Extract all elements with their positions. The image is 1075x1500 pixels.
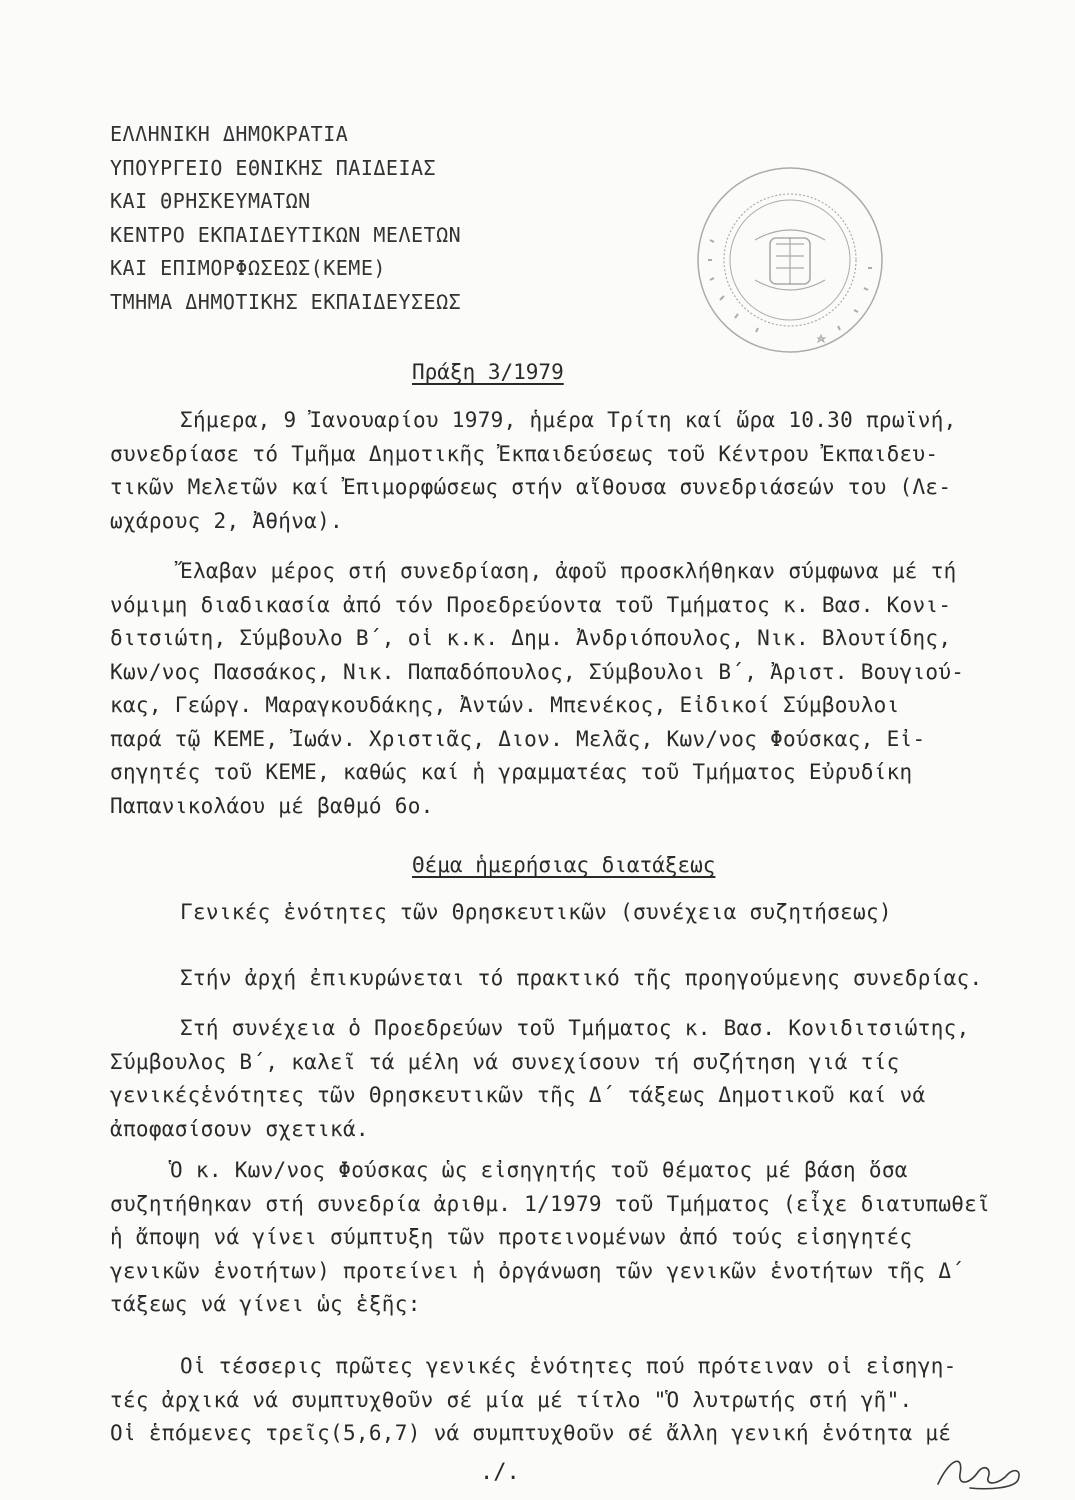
official-seal-icon [690,160,890,360]
text-line: συνεδρίασε τό Τμῆμα Δημοτικῆς Ἐκπαιδεύσεως τοῦ Κέντρου Ἐκπαιδευ- [110,441,939,466]
text-line: τικῶν Μελετῶν καί Ἐπιμορφώσεως στήν αἴθουσα συνεδριάσεών του (Λε- [110,475,952,499]
text-line: διτσιώτη, Σύμβουλο Β΄, οἱ κ.κ. Δημ. Ἀνδριόπουλος, Νικ. Βλουτίδης, [110,626,952,650]
letterhead-line: ΚΑΙ ΘΡΗΣΚΕΥΜΑΤΩΝ [110,189,311,214]
text-line: κας, Γεώργ. Μαραγκουδάκης, Ἀντών. Μπενέκος, Εἰδικοί Σύμβουλοι [110,693,900,717]
signature-icon [930,1448,1030,1493]
proposal-paragraph [110,1350,1050,1451]
text-line: τές ἀρχικά νά συμπτυχθοῦν σέ μία μέ τίτλο "Ὁ λυτρωτής στή γῆ". [110,1387,913,1412]
act-title: Πράξη 3/1979 [412,360,564,384]
text-line: συζητήθηκαν στή συνεδρία ἀριθμ. 1/1979 τοῦ Τμήματος (εἶχε διατυπωθεῖ [110,1191,991,1216]
letterhead [110,118,461,320]
text-line: γενικέςἑνότητες τῶν Θρησκευτικῶν τῆς Δ΄ τάξεως Δημοτικοῦ καί νά [110,1083,926,1107]
attendees-paragraph [110,555,1050,823]
text-line: Σύμβουλος Β΄, καλεῖ τά μέλη νά συνεχίσουν τή συζήτηση γιά τίς [110,1049,900,1074]
text-line: Γενικές ἑνότητες τῶν Θρησκευτικῶν (συνέχεια συζητήσεως) [180,900,892,924]
agenda-title: Θέμα ἡμερήσιας διατάξεως [412,853,716,877]
text-line: ἡ ἄποψη νά γίνει σύμπτυξη τῶν προτεινομένων ἀπό τούς εἰσηγητές [110,1225,913,1249]
text-line: ωχάρους 2, Ἀθήνα). [110,508,343,533]
text-line: σηγητές τοῦ ΚΕΜΕ, καθώς καί ἡ γραμματέας τοῦ Τμήματος Εὐρυδίκη [110,760,913,784]
text-line: Οἱ ἑπόμενες τρεῖς(5,6,7) νά συμπτυχθοῦν σέ ἄλλη γενική ἑνότητα μέ [110,1421,952,1445]
text-line: τάξεως νά γίνει ὡς ἑξῆς: [110,1292,421,1316]
text-line: Ὁ κ. Κων/νος Φούσκας ὡς εἰσηγητής τοῦ θέματος μέ βάση ὅσα [170,1158,908,1182]
continuation-paragraph [110,1012,1050,1146]
text-line: Σήμερα, 9 Ἰανουαρίου 1979, ἡμέρα Τρίτη καί ὥρα 10.30 πρωϊνή, [180,408,957,432]
text-line: νόμιμη διαδικασία ἀπό τόν Προεδρεύοντα τοῦ Τμήματος κ. Βασ. Κονι- [110,592,952,617]
text-line: Ἔλαβαν μέρος στή συνεδρίαση, ἀφοῦ προσκλήθηκαν σύμφωνα μέ τή [180,559,957,583]
text-line: Στή συνέχεια ὁ Προεδρεύων τοῦ Τμήματος κ. Βασ. Κονιδιτσιώτης, [180,1016,970,1040]
letterhead-line: ΚΑΙ ΕΠΙΜΟΡΦΩΣΕΩΣ(ΚΕΜΕ) [110,256,386,281]
text-line: Στήν ἀρχή ἐπικυρώνεται τό πρακτικό τῆς προηγούμενης συνεδρίας. [180,966,983,990]
text-line: γενικῶν ἑνοτήτων) προτείνει ἡ ὀργάνωση τῶν γενικῶν ἑνοτήτων τῆς Δ΄ [110,1258,965,1283]
text-line: Παπανικολάου μέ βαθμό 6ο. [110,793,434,818]
ratification-paragraph [110,962,1050,996]
page-continuation-marker: ./. [480,1460,520,1485]
rapporteur-paragraph [110,1154,1050,1322]
text-line: Κων/νος Πασσάκος, Νικ. Παπαδόπουλος, Σύμβουλοι Β΄, Ἀριστ. Βουγιού- [110,659,965,684]
text-line: ἀποφασίσουν σχετικά. [110,1116,369,1141]
letterhead-line: ΤΜΗΜΑ ΔΗΜΟΤΙΚΗΣ ΕΚΠΑΙΔΕΥΣΕΩΣ [110,289,462,314]
intro-paragraph [110,404,1050,538]
agenda-subject [110,896,1050,930]
text-line: Οἱ τέσσερις πρῶτες γενικές ἑνότητες πού πρότειναν οἱ εἰσηγη- [180,1354,957,1378]
letterhead-line: ΚΕΝΤΡΟ ΕΚΠΑΙΔΕΥΤΙΚΩΝ ΜΕΛΕΤΩΝ [110,222,462,247]
letterhead-line: ΥΠΟΥΡΓΕΙΟ ΕΘΝΙΚΗΣ ΠΑΙΔΕΙΑΣ [110,155,437,180]
text-line: παρά τῷ ΚΕΜΕ, Ἰωάν. Χριστιᾶς, Διον. Μελᾶς, Κων/νος Φούσκας, Εἰ- [110,726,926,751]
letterhead-line: ΕΛΛΗΝΙΚΗ ΔΗΜΟΚΡΑΤΙΑ [110,122,349,146]
